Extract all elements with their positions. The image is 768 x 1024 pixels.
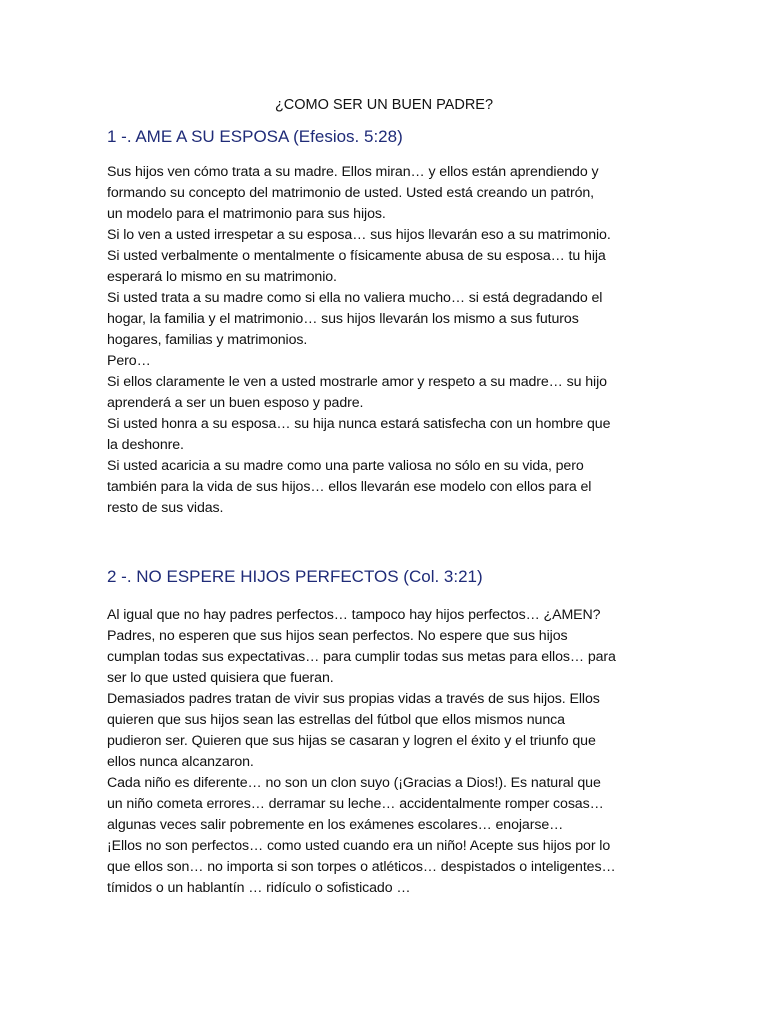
paragraph-line: esperará lo mismo en su matrimonio. bbox=[107, 269, 337, 285]
section-body-2 bbox=[107, 605, 667, 899]
paragraph-line: un niño cometa errores… derramar su leche… accidentalmente romper cosas… bbox=[107, 796, 604, 812]
paragraph-line: algunas veces salir pobremente en los exámenes escolares… enojarse… bbox=[107, 817, 564, 833]
paragraph-line: ellos nunca alcanzaron. bbox=[107, 754, 254, 770]
paragraph-line: un modelo para el matrimonio para sus hijos. bbox=[107, 206, 386, 222]
paragraph-line: formando su concepto del matrimonio de usted. Usted está creando un patrón, bbox=[107, 185, 594, 201]
paragraph-line: Cada niño es diferente… no son un clon suyo (¡Gracias a Dios!). Es natural que bbox=[107, 775, 601, 791]
paragraph-line: pudieron ser. Quieren que sus hijas se casaran y logren el éxito y el triunfo que bbox=[107, 733, 596, 749]
paragraph-line: Demasiados padres tratan de vivir sus propias vidas a través de sus hijos. Ellos bbox=[107, 691, 600, 707]
section-heading-1: 1 -. AME A SU ESPOSA (Efesios. 5:28) bbox=[107, 127, 403, 146]
paragraph-line: también para la vida de sus hijos… ellos llevarán ese modelo con ellos para el bbox=[107, 479, 592, 495]
paragraph-line: Si usted verbalmente o mentalmente o físicamente abusa de su esposa… tu hija bbox=[107, 248, 606, 264]
paragraph-line: Si lo ven a usted irrespetar a su esposa… sus hijos llevarán eso a su matrimonio. bbox=[107, 227, 611, 243]
paragraph-line: la deshonre. bbox=[107, 437, 184, 453]
paragraph-line: resto de sus vidas. bbox=[107, 500, 224, 516]
section-body-1 bbox=[107, 162, 667, 519]
paragraph-line: Al igual que no hay padres perfectos… tampoco hay hijos perfectos… ¿AMEN? bbox=[107, 607, 601, 623]
paragraph-line: hogares, familias y matrimonios. bbox=[107, 332, 308, 348]
paragraph-line: cumplan todas sus expectativas… para cumplir todas sus metas para ellos… para bbox=[107, 649, 616, 665]
paragraph-line: Si usted trata a su madre como si ella no valiera mucho… si está degradando el bbox=[107, 290, 603, 306]
paragraph-line: aprenderá a ser un buen esposo y padre. bbox=[107, 395, 364, 411]
paragraph-line: tímidos o un hablantín … ridículo o sofisticado … bbox=[107, 880, 411, 896]
paragraph-line: Pero… bbox=[107, 353, 151, 369]
paragraph-line: que ellos son… no importa si son torpes o atléticos… despistados o inteligentes… bbox=[107, 859, 616, 875]
section-heading-2: 2 -. NO ESPERE HIJOS PERFECTOS (Col. 3:21) bbox=[107, 567, 483, 586]
paragraph-line: ser lo que usted quisiera que fueran. bbox=[107, 670, 334, 686]
paragraph-line: hogar, la familia y el matrimonio… sus hijos llevarán los mismo a sus futuros bbox=[107, 311, 579, 327]
paragraph-line: Padres, no esperen que sus hijos sean perfectos. No espere que sus hijos bbox=[107, 628, 568, 644]
paragraph-line: quieren que sus hijos sean las estrellas del fútbol que ellos mismos nunca bbox=[107, 712, 565, 728]
paragraph-line: Sus hijos ven cómo trata a su madre. Ellos miran… y ellos están aprendiendo y bbox=[107, 164, 599, 180]
paragraph-line: Si ellos claramente le ven a usted mostrarle amor y respeto a su madre… su hijo bbox=[107, 374, 607, 390]
paragraph-line: ¡Ellos no son perfectos… como usted cuando era un niño! Acepte sus hijos por lo bbox=[107, 838, 611, 854]
paragraph-line: Si usted acaricia a su madre como una parte valiosa no sólo en su vida, pero bbox=[107, 458, 584, 474]
document-title: ¿COMO SER UN BUEN PADRE? bbox=[274, 97, 494, 113]
paragraph-line: Si usted honra a su esposa… su hija nunca estará satisfecha con un hombre que bbox=[107, 416, 611, 432]
